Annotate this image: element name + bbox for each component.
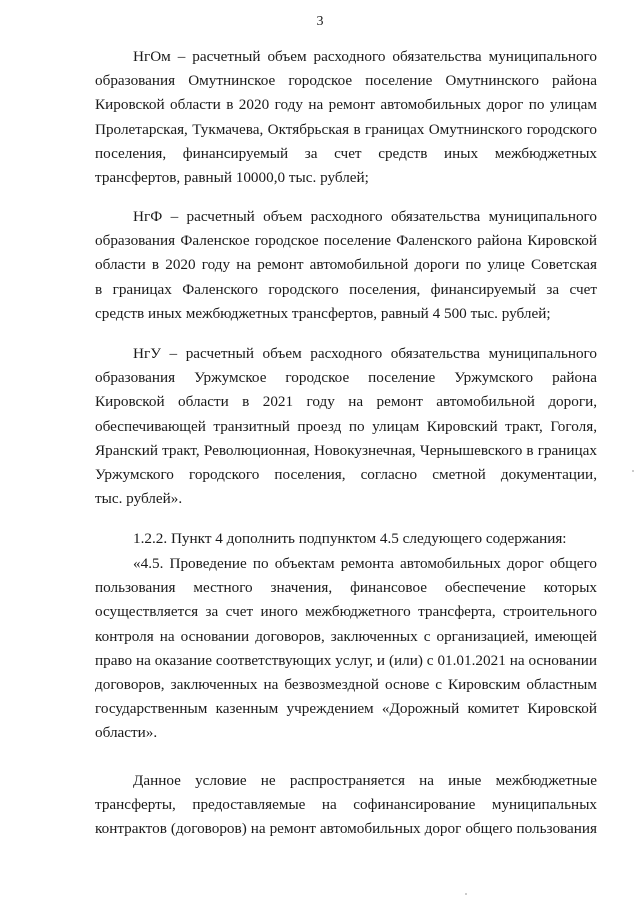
paragraph-4-5	[95, 552, 597, 746]
text-line: образования Омутнинское городское поселение Омутнинского района	[95, 72, 597, 90]
text-line: Пролетарская, Тукмачева, Октябрьская в границах Омутнинского городского	[95, 120, 597, 138]
text-line: трансфертов, равный 10000,0 тыс. рублей;	[95, 168, 369, 186]
paragraph-ngf	[95, 205, 597, 326]
text-line: НгФ – расчетный объем расходного обязательства муниципального	[133, 208, 597, 225]
text-line: области в 2020 году на ремонт автомобильной дороги по улице Советская	[95, 256, 597, 274]
text-line: осуществляется за счет иного межбюджетного трансферта, строительного	[95, 603, 597, 621]
text-line: государственным казенным учреждением «Дорожный комитет Кировской	[95, 700, 597, 718]
text-line: Кировской области в 2021 году на ремонт автомобильной дороги,	[95, 393, 597, 411]
text-line: договоров, заключенных на безвозмездной основе с Кировским областным	[95, 675, 597, 693]
text-line: НгУ – расчетный объем расходного обязательства муниципального	[133, 345, 597, 362]
text-line: поселения, финансируемый за счет средств иных межбюджетных	[95, 144, 597, 162]
page-number: 3	[316, 14, 324, 29]
text-line: НгОм – расчетный объем расходного обязательства муниципального	[133, 48, 597, 65]
text-line: образования Уржумское городское поселение Уржумского района	[95, 369, 597, 387]
text-line: право на оказание соответствующих услуг, и (или) с 01.01.2021 на основании	[95, 651, 597, 669]
paragraph-condition	[95, 769, 597, 842]
text-line: пользования местного значения, финансовое обеспечение которых	[95, 579, 597, 597]
text-line: области».	[95, 724, 158, 742]
text-line: Яранский тракт, Революционная, Новокузнечная, Чернышевского в границах	[95, 441, 597, 459]
text-line: 1.2.2. Пункт 4 дополнить подпунктом 4.5 следующего содержания:	[133, 530, 567, 547]
text-line: в границах Фаленского городского поселения, финансируемый за счет	[95, 280, 597, 298]
scan-speck	[632, 470, 634, 472]
text-line: тыс. рублей».	[95, 490, 183, 508]
text-line: «4.5. Проведение по объектам ремонта автомобильных дорог общего	[133, 555, 597, 572]
scan-speck	[465, 893, 467, 895]
text-line: образования Фаленское городское поселение Фаленского района Кировской	[95, 232, 597, 250]
paragraph-ngu	[95, 342, 597, 511]
paragraph-ngom	[95, 45, 597, 190]
text-line: обеспечивающей транзитный проезд по улицам Кировский тракт, Гоголя,	[95, 417, 597, 435]
text-line: трансферты, предоставляемые на софинансирование муниципальных	[95, 796, 597, 814]
text-line: контроля на основании договоров, заключенных с организацией, имеющей	[95, 627, 597, 645]
text-line: Уржумского городского поселения, согласно сметной документации,	[95, 465, 597, 483]
text-line: средств иных межбюджетных трансфертов, равный 4 500 тыс. рублей;	[95, 304, 551, 322]
text-line: контрактов (договоров) на ремонт автомобильных дорог общего пользования	[95, 820, 597, 838]
text-line: Кировской области в 2020 году на ремонт автомобильных дорог по улицам	[95, 96, 597, 114]
paragraph-1-2-2	[95, 527, 597, 551]
text-line: Данное условие не распространяется на иные межбюджетные	[133, 772, 597, 789]
